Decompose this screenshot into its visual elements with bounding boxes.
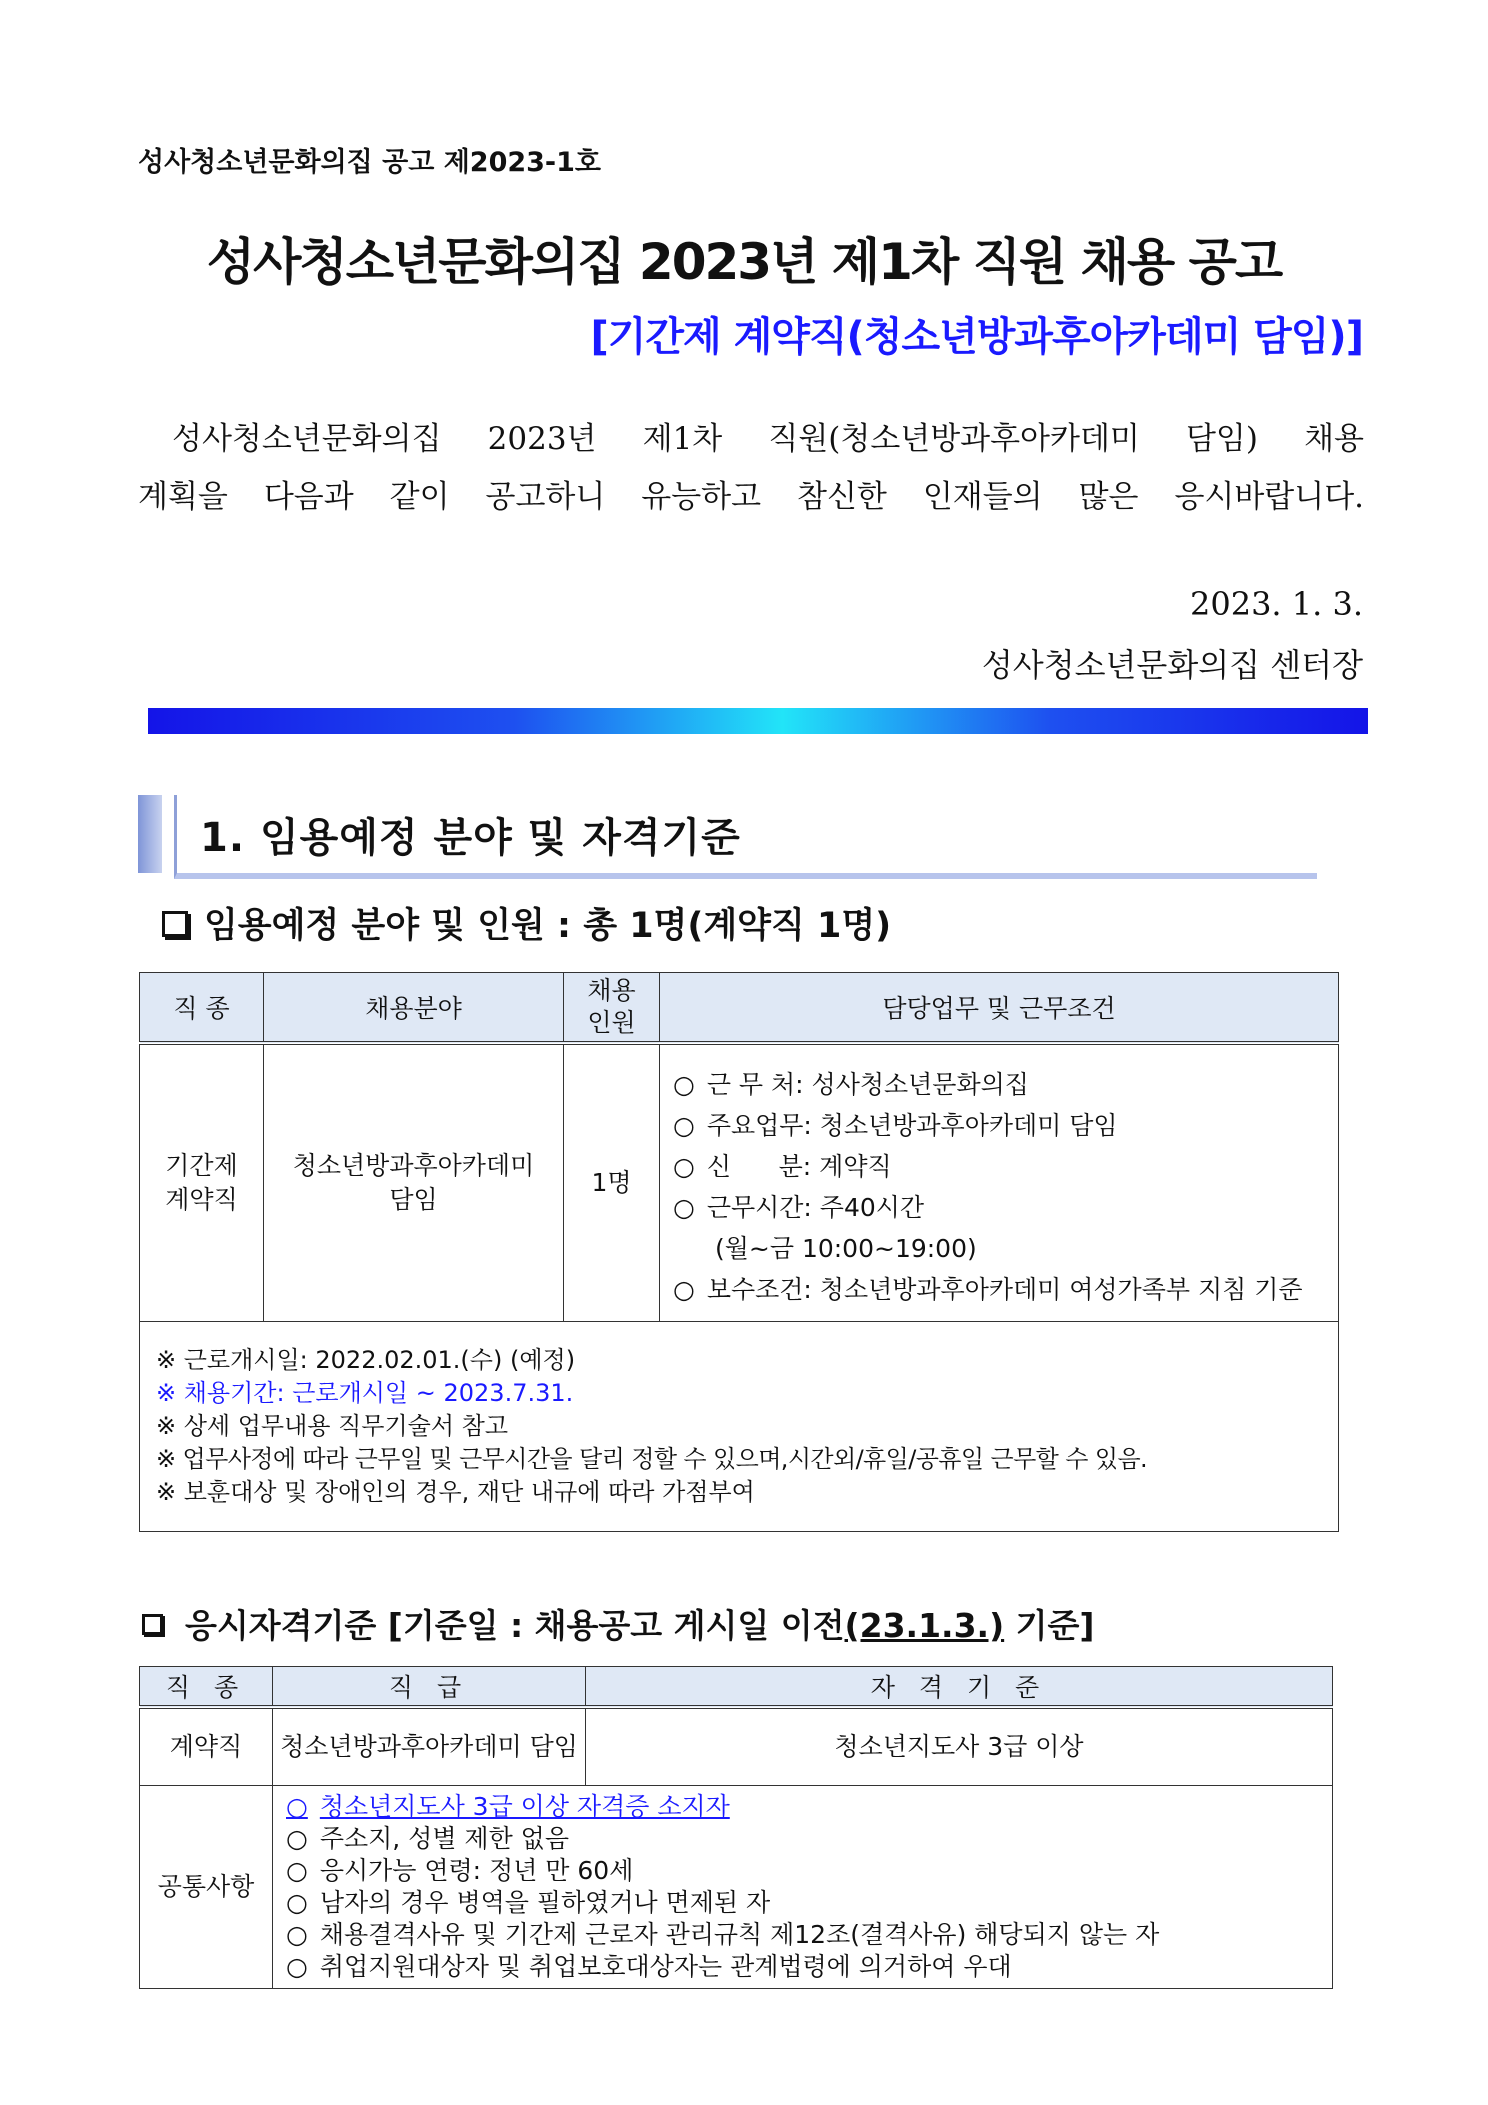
intro-line-1: 성사청소년문화의집 2023년 제1차 직원(청소년방과후아카데미 담임) 채용 bbox=[172, 421, 1364, 457]
cell-duties bbox=[660, 1043, 1339, 1322]
list-item: ○ 주요업무: 청소년방과후아카데미 담임 bbox=[673, 1105, 1327, 1146]
qualification-title-suffix: 기준] bbox=[1004, 1606, 1095, 1645]
header-cell-field: 채용분야 bbox=[264, 973, 564, 1044]
page-title: 성사청소년문화의집 2023년 제1차 직원 채용 공고 bbox=[206, 233, 1282, 291]
cell-common-list bbox=[273, 1785, 1333, 1988]
notes-row bbox=[140, 1322, 1339, 1532]
issuer-name: 성사청소년문화의집 센터장 bbox=[981, 646, 1363, 684]
list-item: ○ 채용결격사유 및 기간제 근로자 관리규칙 제12조(결격사유) 해당되지 않는 자 bbox=[286, 1919, 1321, 1951]
cell-common-label: 공통사항 bbox=[140, 1785, 273, 1988]
header-cell-count: 채용 인원 bbox=[564, 973, 660, 1044]
checkbox-bullet-icon bbox=[162, 911, 188, 937]
qualification-table bbox=[139, 1666, 1333, 1989]
list-item: ○ 근무시간: 주40시간 bbox=[673, 1187, 1327, 1228]
table-header-row bbox=[140, 1667, 1333, 1708]
table-header-row bbox=[140, 973, 1339, 1044]
note-item: ※ 보훈대상 및 장애인의 경우, 재단 내규에 따라 가점부여 bbox=[156, 1476, 1320, 1509]
list-item: ○ 주소지, 성별 제한 없음 bbox=[286, 1823, 1321, 1855]
cell-field: 청소년방과후아카데미 담임 bbox=[264, 1043, 564, 1322]
table-row bbox=[140, 1707, 1333, 1785]
intro-line-2: 계획을 다음과 같이 공고하니 유능하고 참신한 인재들의 많은 응시바랍니다. bbox=[138, 479, 1364, 515]
note-item: ※ 근로개시일: 2022.02.01.(수) (예정) bbox=[156, 1344, 1320, 1377]
list-item: (월~금 10:00~19:00) bbox=[715, 1234, 977, 1263]
recruitment-table bbox=[139, 972, 1339, 1532]
gradient-divider bbox=[148, 708, 1368, 734]
notice-date: 2023. 1. 3. bbox=[1189, 585, 1363, 623]
header-cell-type: 직 종 bbox=[140, 1667, 273, 1708]
cell-type: 계약직 bbox=[140, 1707, 273, 1785]
subsection-qualification-title bbox=[142, 1600, 1094, 1647]
subsection-recruitment-title bbox=[162, 898, 891, 948]
intro-paragraph bbox=[138, 410, 1364, 526]
page-subtitle: [기간제 계약직(청소년방과후아카데미 담임)] bbox=[590, 314, 1363, 360]
section-1-title: 1. 임용예정 분야 및 자격기준 bbox=[200, 815, 741, 861]
common-list bbox=[274, 1787, 1331, 1987]
list-item-highlight: ○ 청소년지도사 3급 이상 자격증 소지자 bbox=[286, 1791, 1321, 1823]
cell-count: 1명 bbox=[564, 1043, 660, 1322]
section-accent-bar bbox=[138, 795, 162, 873]
note-item: ※ 업무사정에 따라 근무일 및 근무시간을 달리 정할 수 있으며,시간외/휴일/공휴일 근무할 수 있음. bbox=[156, 1443, 1320, 1476]
cell-type: 기간제 계약직 bbox=[140, 1043, 264, 1322]
common-row bbox=[140, 1785, 1333, 1988]
list-item: ○ 신 분: 계약직 bbox=[673, 1146, 1327, 1187]
cell-criteria: 청소년지도사 3급 이상 bbox=[586, 1707, 1333, 1785]
list-item: ○ 남자의 경우 병역을 필하였거나 면제된 자 bbox=[286, 1887, 1321, 1919]
checkbox-bullet-icon bbox=[142, 1614, 163, 1635]
notes-cell bbox=[140, 1322, 1339, 1532]
header-cell-grade: 직 급 bbox=[273, 1667, 586, 1708]
note-item-highlight: ※ 채용기간: 근로개시일 ~ 2023.7.31. bbox=[156, 1377, 1320, 1410]
list-item: ○ 보수조건: 청소년방과후아카데미 여성가족부 지침 기준 bbox=[673, 1269, 1327, 1310]
header-cell-duties: 담당업무 및 근무조건 bbox=[660, 973, 1339, 1044]
list-item: ○ 응시가능 연령: 정년 만 60세 bbox=[286, 1855, 1321, 1887]
qualification-title-date: (23.1.3.) bbox=[844, 1606, 1005, 1645]
subsection-recruitment-label: 임용예정 분야 및 인원 : 총 1명(계약직 1명) bbox=[204, 906, 892, 946]
qualification-title-prefix: 응시자격기준 [기준일 : 채용공고 게시일 이전 bbox=[185, 1606, 845, 1645]
header-cell-type: 직 종 bbox=[140, 973, 264, 1044]
notice-number: 성사청소년문화의집 공고 제2023-1호 bbox=[138, 147, 602, 178]
cell-grade: 청소년방과후아카데미 담임 bbox=[273, 1707, 586, 1785]
duties-list bbox=[661, 1046, 1337, 1320]
table-row bbox=[140, 1043, 1339, 1322]
note-item: ※ 상세 업무내용 직무기술서 참고 bbox=[156, 1410, 1320, 1443]
list-item: ○ 취업지원대상자 및 취업보호대상자는 관계법령에 의거하여 우대 bbox=[286, 1951, 1321, 1983]
list-item: ○ 근 무 처: 성사청소년문화의집 bbox=[673, 1064, 1327, 1105]
header-cell-criteria: 자 격 기 준 bbox=[586, 1667, 1333, 1708]
